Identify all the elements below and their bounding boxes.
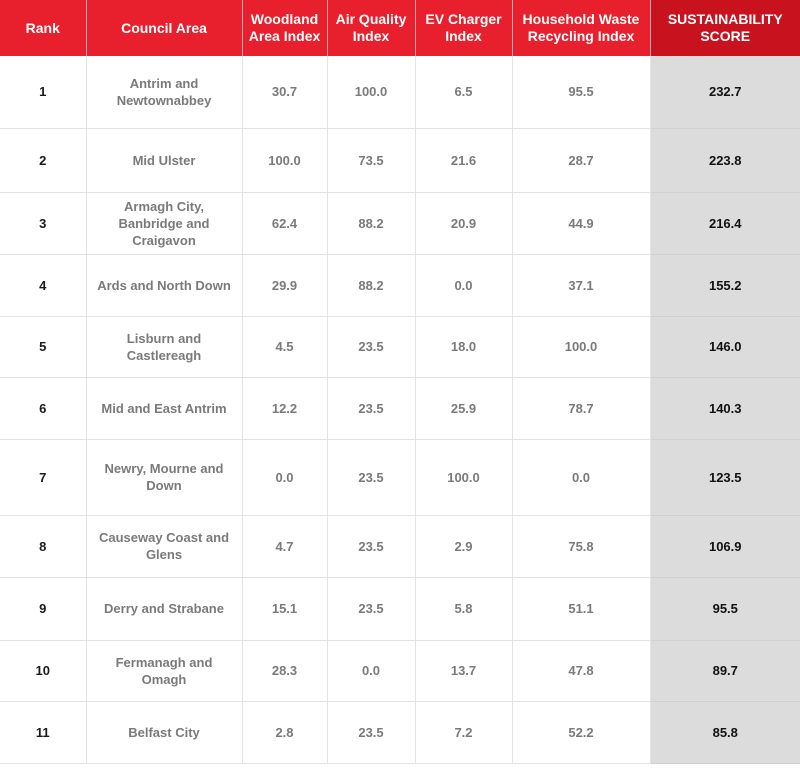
sustainability-score-cell: 140.3	[650, 377, 800, 439]
rank-cell: 10	[0, 640, 86, 701]
header-household-waste-recycling-index: Household Waste Recycling Index	[512, 0, 650, 56]
woodland-area-index-cell: 4.7	[242, 515, 327, 577]
rank-cell: 2	[0, 128, 86, 192]
rank-cell: 6	[0, 377, 86, 439]
air-quality-index-cell: 0.0	[327, 640, 415, 701]
header-rank: Rank	[0, 0, 86, 56]
rank-cell: 7	[0, 439, 86, 515]
woodland-area-index-cell: 62.4	[242, 192, 327, 254]
table-row	[0, 640, 800, 701]
ev-charger-index-cell: 0.0	[415, 254, 512, 316]
header-woodland-area-index: Woodland Area Index	[242, 0, 327, 56]
household-waste-recycling-index-cell: 0.0	[512, 439, 650, 515]
rank-cell: 11	[0, 701, 86, 763]
ev-charger-index-cell: 20.9	[415, 192, 512, 254]
woodland-area-index-cell: 100.0	[242, 128, 327, 192]
air-quality-index-cell: 88.2	[327, 254, 415, 316]
household-waste-recycling-index-cell: 51.1	[512, 577, 650, 640]
air-quality-index-cell: 88.2	[327, 192, 415, 254]
header-row	[0, 0, 800, 56]
ev-charger-index-cell: 2.9	[415, 515, 512, 577]
sustainability-score-cell: 216.4	[650, 192, 800, 254]
header-council-area: Council Area	[86, 0, 242, 56]
air-quality-index-cell: 23.5	[327, 377, 415, 439]
household-waste-recycling-index-cell: 100.0	[512, 316, 650, 377]
sustainability-score-cell: 95.5	[650, 577, 800, 640]
sustainability-score-cell: 85.8	[650, 701, 800, 763]
rank-cell: 3	[0, 192, 86, 254]
air-quality-index-cell: 23.5	[327, 515, 415, 577]
household-waste-recycling-index-cell: 78.7	[512, 377, 650, 439]
air-quality-index-cell: 23.5	[327, 439, 415, 515]
header-ev-charger-index: EV Charger Index	[415, 0, 512, 56]
ev-charger-index-cell: 13.7	[415, 640, 512, 701]
council-area-cell: Ards and North Down	[86, 254, 242, 316]
council-area-cell: Newry, Mourne and Down	[86, 439, 242, 515]
header-air-quality-index: Air Quality Index	[327, 0, 415, 56]
air-quality-index-cell: 73.5	[327, 128, 415, 192]
ev-charger-index-cell: 5.8	[415, 577, 512, 640]
rank-cell: 5	[0, 316, 86, 377]
woodland-area-index-cell: 2.8	[242, 701, 327, 763]
woodland-area-index-cell: 15.1	[242, 577, 327, 640]
council-area-cell: Armagh City, Banbridge and Craigavon	[86, 192, 242, 254]
ev-charger-index-cell: 25.9	[415, 377, 512, 439]
ev-charger-index-cell: 21.6	[415, 128, 512, 192]
sustainability-score-cell: 155.2	[650, 254, 800, 316]
woodland-area-index-cell: 29.9	[242, 254, 327, 316]
council-area-cell: Mid and East Antrim	[86, 377, 242, 439]
table-row	[0, 316, 800, 377]
table-row	[0, 128, 800, 192]
sustainability-score-cell: 232.7	[650, 56, 800, 128]
ev-charger-index-cell: 6.5	[415, 56, 512, 128]
household-waste-recycling-index-cell: 44.9	[512, 192, 650, 254]
sustainability-score-cell: 146.0	[650, 316, 800, 377]
table-row	[0, 577, 800, 640]
sustainability-score-cell: 223.8	[650, 128, 800, 192]
household-waste-recycling-index-cell: 47.8	[512, 640, 650, 701]
household-waste-recycling-index-cell: 52.2	[512, 701, 650, 763]
council-area-cell: Mid Ulster	[86, 128, 242, 192]
table-row	[0, 439, 800, 515]
rank-cell: 4	[0, 254, 86, 316]
rank-cell: 1	[0, 56, 86, 128]
table-body	[0, 56, 800, 763]
table-row	[0, 192, 800, 254]
table-row	[0, 701, 800, 763]
ev-charger-index-cell: 100.0	[415, 439, 512, 515]
household-waste-recycling-index-cell: 37.1	[512, 254, 650, 316]
air-quality-index-cell: 23.5	[327, 701, 415, 763]
council-area-cell: Belfast City	[86, 701, 242, 763]
header-sustainability-score: SUSTAINABILITY SCORE	[650, 0, 800, 56]
table-row	[0, 515, 800, 577]
woodland-area-index-cell: 0.0	[242, 439, 327, 515]
table-row	[0, 56, 800, 128]
sustainability-score-cell: 106.9	[650, 515, 800, 577]
council-area-cell: Lisburn and Castlereagh	[86, 316, 242, 377]
ev-charger-index-cell: 7.2	[415, 701, 512, 763]
council-area-cell: Fermanagh and Omagh	[86, 640, 242, 701]
household-waste-recycling-index-cell: 75.8	[512, 515, 650, 577]
sustainability-score-cell: 89.7	[650, 640, 800, 701]
ev-charger-index-cell: 18.0	[415, 316, 512, 377]
household-waste-recycling-index-cell: 28.7	[512, 128, 650, 192]
rank-cell: 9	[0, 577, 86, 640]
sustainability-score-cell: 123.5	[650, 439, 800, 515]
woodland-area-index-cell: 12.2	[242, 377, 327, 439]
woodland-area-index-cell: 4.5	[242, 316, 327, 377]
woodland-area-index-cell: 28.3	[242, 640, 327, 701]
table-row	[0, 377, 800, 439]
table-row	[0, 254, 800, 316]
air-quality-index-cell: 23.5	[327, 316, 415, 377]
council-area-cell: Antrim and Newtownabbey	[86, 56, 242, 128]
air-quality-index-cell: 100.0	[327, 56, 415, 128]
household-waste-recycling-index-cell: 95.5	[512, 56, 650, 128]
rank-cell: 8	[0, 515, 86, 577]
council-area-cell: Derry and Strabane	[86, 577, 242, 640]
woodland-area-index-cell: 30.7	[242, 56, 327, 128]
council-area-cell: Causeway Coast and Glens	[86, 515, 242, 577]
air-quality-index-cell: 23.5	[327, 577, 415, 640]
